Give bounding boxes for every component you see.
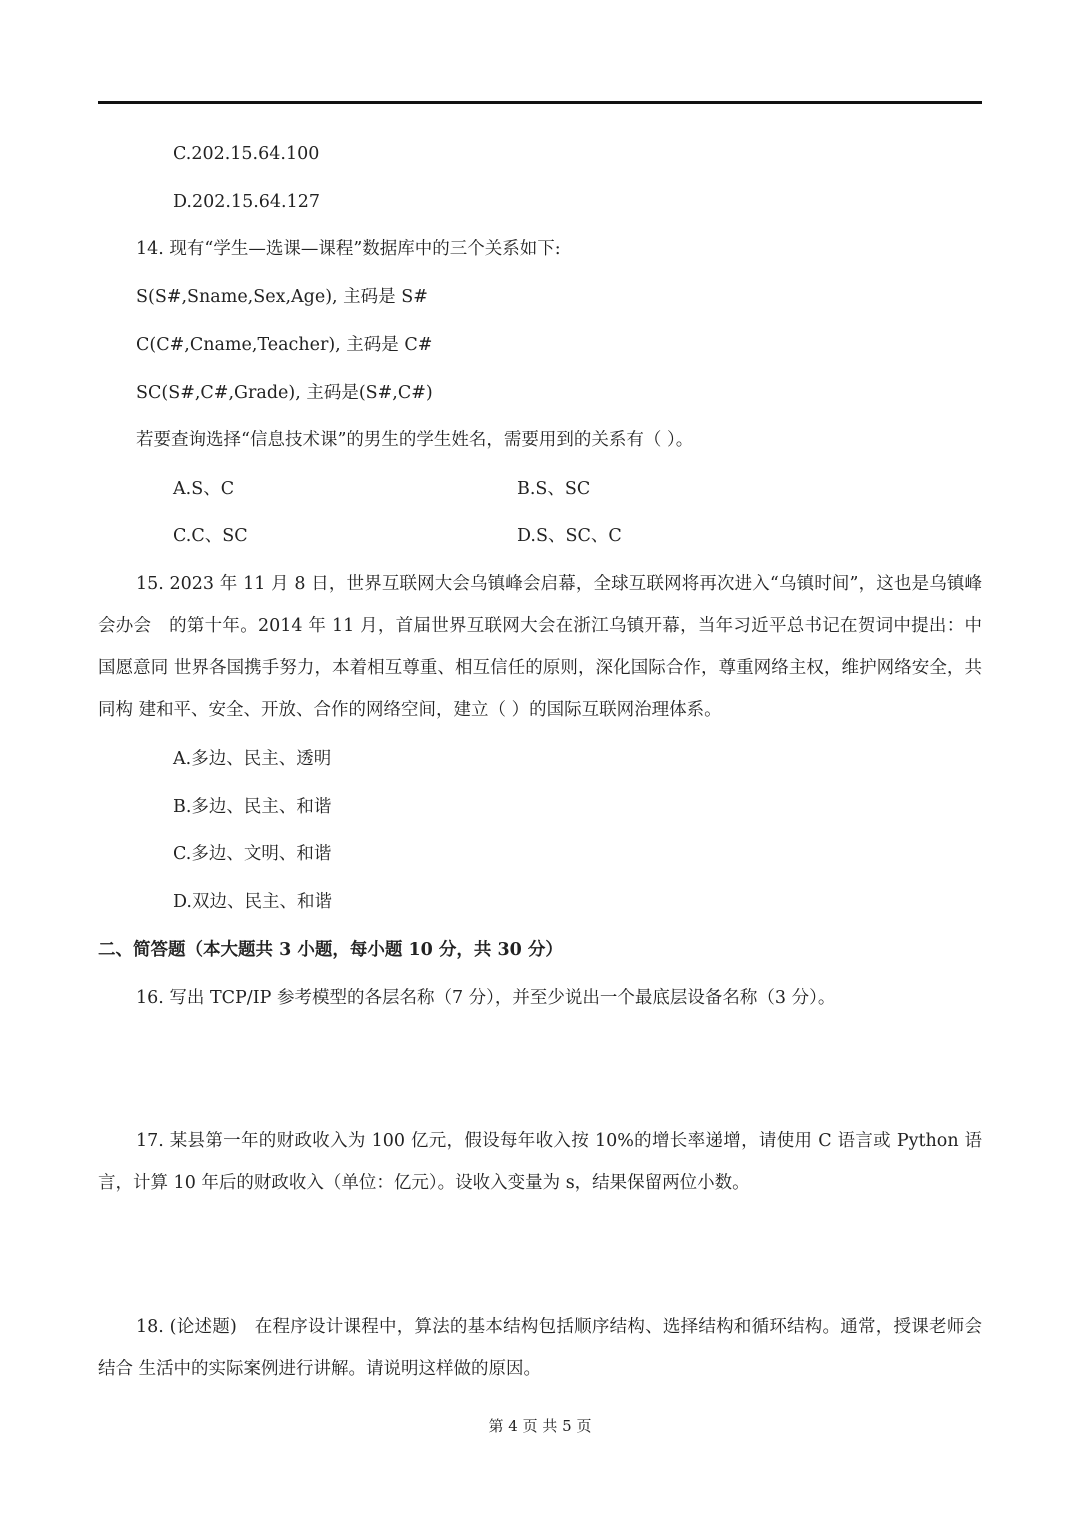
q16-text: 16. 写出 TCP/IP 参考模型的各层名称（7 分），并至少说出一个最底层设备名称（3 分）。 xyxy=(136,988,836,1008)
q14-option-a: A.S、C xyxy=(173,479,235,499)
q15-option-d: D.双边、民主、和谐 xyxy=(173,892,332,912)
q14-option-b: B.S、SC xyxy=(517,479,591,499)
q14-relation-c: C(C#,Cname,Teacher), 主码是 C# xyxy=(136,335,433,355)
q13-option-c: C.202.15.64.100 xyxy=(173,144,320,164)
q14-relation-sc: SC(S#,C#,Grade), 主码是(S#,C#) xyxy=(136,383,433,403)
q15-option-b: B.多边、民主、和谐 xyxy=(173,797,332,817)
q15-option-c: C.多边、文明、和谐 xyxy=(173,844,332,864)
q14-option-d: D.S、SC、C xyxy=(517,526,622,546)
page-footer: 第 4 页 共 5 页 xyxy=(488,1417,592,1435)
q15-option-a: A.多边、民主、透明 xyxy=(173,749,332,769)
q14-question: 若要查询选择“信息技术课”的男生的学生姓名，需要用到的关系有（ ）。 xyxy=(136,430,694,450)
q14-stem: 14. 现有“学生—选课—课程”数据库中的三个关系如下: xyxy=(136,239,561,259)
q15-stem: 15. 2023 年 11 月 8 日，世界互联网大会乌镇峰会启幕，全球互联网将再次进入“乌镇时间”，这也是乌镇峰会办会 的第十年。2014 年 11 月，首届世界互联网大会在浙江乌镇开幕，当年习近平总书记在贺词中提出：中国愿意同 世界各国携手努力，本着相互尊重、相互信任的原则，深化国际合作，尊重网络主权，维护网络安全，共同构 建和平、安全、开放、合作的网络空间，建立（ ）的国际互联网治理体系。 xyxy=(98,574,982,720)
q14-relation-s: S(S#,Sname,Sex,Age), 主码是 S# xyxy=(136,287,428,307)
q13-option-d: D.202.15.64.127 xyxy=(173,192,320,212)
q18-text: 18. (论述题) 在程序设计课程中，算法的基本结构包括顺序结构、选择结构和循环结构。通常，授课老师会结合 生活中的实际案例进行讲解。请说明这样做的原因。 xyxy=(98,1317,982,1379)
section-heading: 二、简答题（本大题共 3 小题，每小题 10 分，共 30 分） xyxy=(98,940,563,960)
header-rule xyxy=(98,101,982,104)
q14-option-c: C.C、SC xyxy=(173,526,248,546)
q17-text: 17. 某县第一年的财政收入为 100 亿元，假设每年收入按 10%的增长率递增，请使用 C 语言或 Python 语 言，计算 10 年后的财政收入（单位：亿元）。设收入变量为 s，结果保留两位小数。 xyxy=(98,1131,982,1193)
